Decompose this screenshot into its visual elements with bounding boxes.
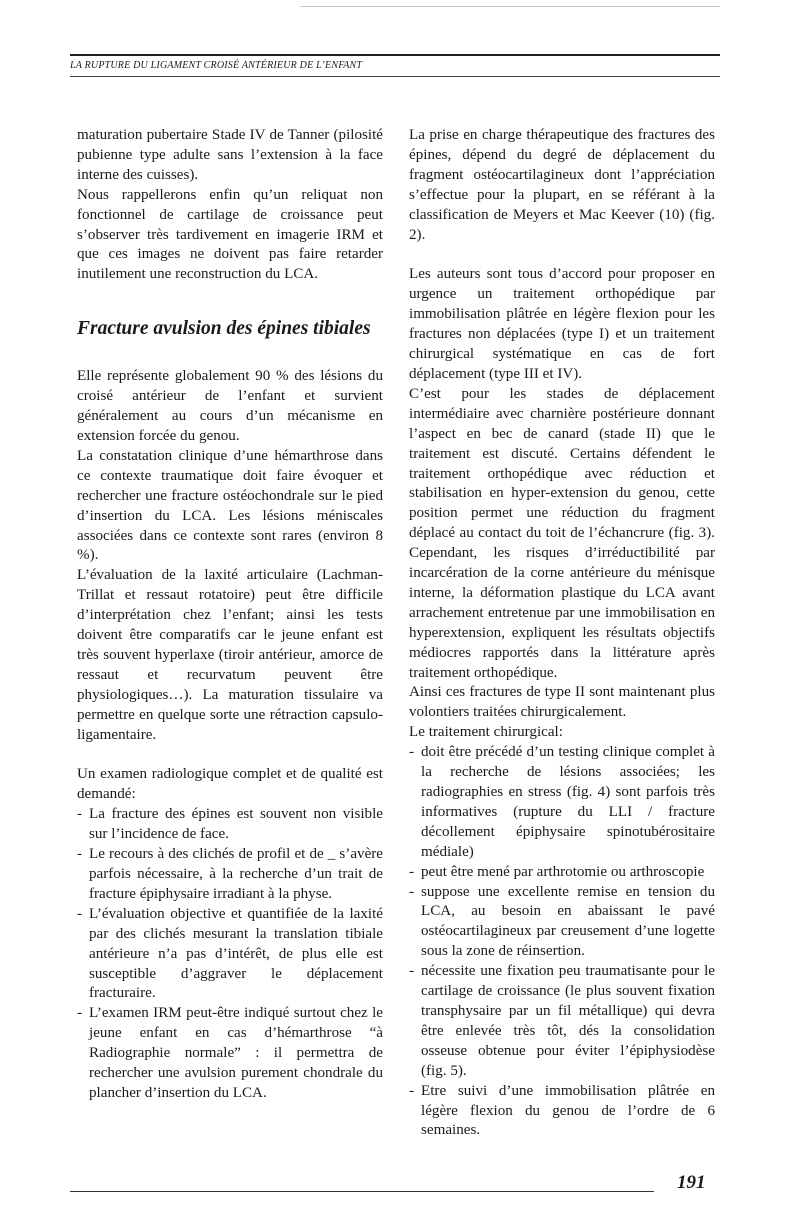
right-paragraph-5: Le traitement chirurgical:: [409, 724, 563, 741]
list-item: - L’examen IRM peut-être indiqué surtout chez le jeune enfant en cas d’hémarthrose “à Radiographie normale” : il permettra de rechercher une avulsion purement chondrale du plancher d’insertion du LCA.: [77, 1004, 383, 1104]
scan-top-rule: [300, 6, 720, 7]
right-paragraph-1: La prise en charge thérapeutique des fractures des épines, dépend du degré de déplacement du fragment ostéocartilagineux dont l’appréciation s’effectue pour la plupart, en se référant à la classification de Meyers et Mac Keever (10) (fig. 2).: [409, 127, 715, 243]
left-column: [77, 126, 383, 1104]
list-item: - nécessite une fixation peu traumatisante pour le cartilage de croissance (le plus souvent fixation transphysaire par un fil métallique) qui devra être enlevée très tôt, dés la consolidation osseuse obtenue pour éviter l’épiphysiodèse (fig. 5).: [409, 962, 715, 1081]
list-item: - peut être mené par arthrotomie ou arthroscopie: [409, 863, 715, 883]
left-paragraph-5: L’évaluation de la laxité articulaire (Lachman-Trillat et ressaut rotatoire) peut être difficile d’interprétation chez l’enfant; ainsi les tests doivent être comparatifs car le jeune enfant est très souvent hyperlaxe (tiroir antérieur, amorce de ressaut et recurvatum peuvent être physiologiques…). La maturation tissulaire va permettre en quelque sorte une rétraction capsulo-ligamentaire.: [77, 567, 383, 743]
paragraph-gap: [409, 245, 715, 265]
left-list: [77, 805, 383, 1104]
list-item: - La fracture des épines est souvent non visible sur l’incidence de face.: [77, 805, 383, 845]
list-item: - suppose une excellente remise en tension du LCA, au besoin en abaissant le pavé ostéocartilagineux par creusement d’une logette sous la zone de réinsertion.: [409, 883, 715, 963]
left-paragraph-6: Un examen radiologique complet et de qualité est demandé:: [77, 766, 383, 803]
paragraph-gap: [77, 745, 383, 765]
left-paragraph-4: La constatation clinique d’une hémarthrose dans ce contexte traumatique doit faire évoquer et rechercher une fracture ostéochondrale sur le pied d’insertion du LCA. Les lésions méniscales associées dans ce contexte sont rares (environ 8 %).: [77, 447, 383, 564]
right-paragraph-3: C’est pour les stades de déplacement intermédiaire avec charnière postérieure donnant l’aspect en bec de canard (stade II) que le traitement est discuté. Certains défendent le traitement orthopédique avec réduction et stabilisation en hyper-extension du genou, cette position permet une réduction du fragment déplacé au contact du toit de l’échancrure (fig. 3). Cependant, les risques d’irréductibilité par incarcération de la corne antérieure du ménisque interne, la déformation plastique du LCA avant arrachement entretenue par une immobilisation en hyperextension, expliquent les résultats objectifs médiocres rapportés dans la littérature après traitement orthopédique.: [409, 385, 715, 681]
right-paragraph-2: Les auteurs sont tous d’accord pour proposer en urgence un traitement orthopédique par immobilisation plâtrée en légère flexion pour les fractures non déplacées (type I) et un traitement chirurgical systématique en cas de fort déplacement (type III et IV).: [409, 266, 715, 382]
list-item: - doit être précédé d’un testing clinique complet à la recherche de lésions associées; les radiographies en stress (fig. 4) sont parfois très informatives (rupture du LLI / fracture décollement épiphysaire spinotubérositaire médiale): [409, 743, 715, 862]
left-paragraph-2: Nous rappellerons enfin qu’un reliquat non fonctionnel de cartilage de croissance peut s’observer très tardivement en imagerie IRM et que ces images ne doivent pas faire retarder inutilement une reconstruction du LCA.: [77, 186, 383, 283]
left-paragraph-1: maturation pubertaire Stade IV de Tanner (pilosité pubienne type adulte sans l’extension à la face interne des cuisses).: [77, 127, 383, 183]
left-paragraph-3: Elle représente globalement 90 % des lésions du croisé antérieur de l’enfant et survient généralement au cours d’un mécanisme en extension forcée du genou.: [77, 368, 383, 444]
list-item: - L’évaluation objective et quantifiée de la laxité par des clichés mesurant la translation tibiale antérieure n’a pas d’intérêt, de plus elle est susceptible d’aggraver le déplacement fracturaire.: [77, 905, 383, 1005]
header-rule-bottom: [70, 76, 720, 77]
list-item: - Le recours à des clichés de profil et de _ s’avère parfois nécessaire, à la recherche d’un trait de fracture épiphysaire irradiant à la physe.: [77, 845, 383, 905]
list-item: - Etre suivi d’une immobilisation plâtrée en légère flexion du genou de l’ordre de 6 semaines.: [409, 1082, 715, 1142]
footer-rule: [70, 1191, 654, 1192]
running-head: LA RUPTURE DU LIGAMENT CROISÉ ANTÉRIEUR DE L’ENFANT: [70, 60, 363, 71]
right-list: [409, 743, 715, 1141]
header-rule-top: [70, 54, 720, 56]
right-paragraph-4: Ainsi ces fractures de type II sont maintenant plus volontiers traitées chirurgicalement.: [409, 684, 715, 721]
right-column: [409, 126, 715, 1141]
section-heading: Fracture avulsion des épines tibiales: [77, 318, 371, 340]
page-number: 191: [677, 1172, 706, 1193]
